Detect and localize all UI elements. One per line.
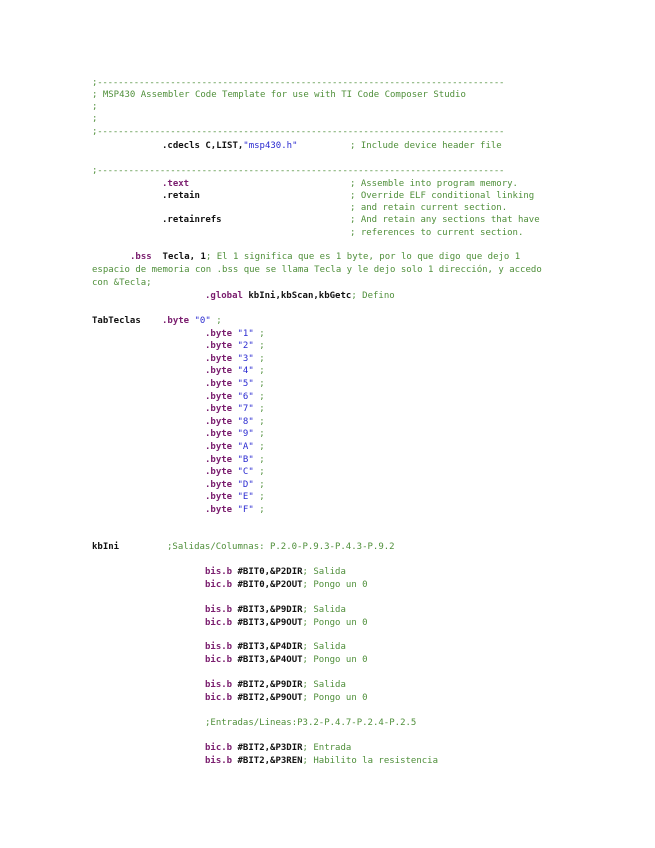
separator-line: ;------------------------------------------------------------------------------ (92, 166, 505, 176)
instruction-operands: #BIT2,&P3REN (237, 755, 303, 766)
instruction-mnemonic: bic.b (205, 654, 233, 665)
instruction-comment: ; Salida (302, 605, 346, 615)
byte-directive: .byte (205, 454, 233, 465)
byte-value: "D" (237, 479, 254, 490)
instruction-comment: ; Entrada (302, 743, 352, 753)
instruction-row (205, 654, 368, 666)
cdecls-comment: ; Include device header file (350, 141, 502, 151)
instruction-row (205, 641, 346, 653)
byte-row (205, 340, 265, 352)
byte-directive: .byte (205, 492, 233, 503)
byte-row (205, 454, 265, 466)
byte-row (205, 391, 265, 403)
instruction-operands: #BIT2,&P9OUT (237, 692, 303, 703)
instruction-mnemonic: bis.b (205, 680, 233, 690)
byte-comment: ; (259, 353, 265, 364)
byte-row (162, 315, 222, 327)
byte-directive: .byte (205, 328, 233, 339)
byte-directive: .byte (205, 341, 233, 352)
section-comment: ; Assemble into program memory. (350, 179, 518, 189)
instruction-comment: ; Pongo un 0 (302, 692, 368, 703)
byte-directive: .byte (205, 379, 233, 389)
byte-comment: ; (259, 416, 265, 427)
byte-row (205, 491, 265, 503)
instruction-comment: ; Pongo un 0 (302, 617, 368, 628)
byte-row (205, 353, 265, 365)
blank-comment: ; (92, 114, 98, 124)
outputs-comment: ;Salidas/Columnas: P.2.0-P.9.3-P.4.3-P.9.2 (167, 542, 395, 552)
global-directive: .global (205, 291, 243, 301)
cdecls-line (162, 140, 297, 152)
byte-directive: .byte (205, 366, 233, 377)
byte-directive: .byte (205, 416, 233, 427)
byte-value: "5" (237, 379, 254, 389)
instruction-row (205, 755, 438, 767)
instruction-operands: #BIT2,&P9DIR (237, 680, 303, 690)
bss-comment: ; El 1 significa que es 1 byte, por lo que digo que dejo 1 espacio de memoria con .bss que se llama Tecla y le dejo solo 1 dirección, y accedo con &Tecla; (92, 252, 542, 288)
byte-row (205, 378, 265, 390)
byte-value: "8" (237, 416, 254, 427)
byte-comment: ; (259, 328, 265, 339)
byte-comment: ; (259, 479, 265, 490)
byte-row (205, 416, 265, 428)
byte-comment: ; (259, 454, 265, 465)
instruction-operands: #BIT0,&P2DIR (237, 567, 303, 577)
instruction-mnemonic: bic.b (205, 617, 233, 628)
byte-comment: ; (259, 366, 265, 377)
cdecls-directive: .cdecls (162, 141, 200, 151)
byte-row (205, 479, 265, 491)
byte-comment: ; (259, 492, 265, 503)
instruction-operands: #BIT0,&P2OUT (237, 579, 303, 590)
byte-comment: ; (259, 404, 265, 415)
instruction-operands: #BIT2,&P3DIR (237, 743, 303, 753)
bss-args: Tecla, 1 (162, 252, 206, 262)
instruction-operands: #BIT3,&P4OUT (237, 654, 303, 665)
byte-row (205, 328, 265, 340)
instruction-comment: ; Salida (302, 642, 346, 652)
instruction-mnemonic: bis.b (205, 755, 233, 766)
instruction-mnemonic: bic.b (205, 579, 233, 590)
instruction-row (205, 604, 346, 616)
byte-comment: ; (259, 429, 265, 440)
byte-row (205, 466, 265, 478)
byte-comment: ; (259, 505, 265, 515)
byte-directive: .byte (205, 467, 233, 478)
global-args: kbIni,kbScan,kbGetc (248, 291, 352, 301)
byte-value: "7" (237, 404, 254, 415)
instruction-mnemonic: bic.b (205, 743, 233, 753)
global-comment: ; Defino (351, 291, 395, 301)
byte-row (205, 504, 265, 516)
byte-row (205, 403, 265, 415)
byte-value: "E" (237, 492, 254, 503)
byte-comment: ; (259, 467, 265, 478)
instruction-comment: ; Pongo un 0 (302, 579, 368, 590)
instruction-comment: ; Pongo un 0 (302, 654, 368, 665)
section-directive: .retain (162, 191, 200, 201)
byte-directive: .byte (205, 479, 233, 490)
byte-value: "0" (194, 316, 211, 326)
byte-comment: ; (259, 341, 265, 352)
section-comment: ; references to current section. (350, 228, 524, 238)
instruction-mnemonic: bis.b (205, 567, 233, 577)
instruction-comment: ; Salida (302, 567, 346, 577)
byte-directive: .byte (205, 429, 233, 440)
instruction-mnemonic: bic.b (205, 692, 233, 703)
byte-value: "6" (237, 391, 254, 402)
instruction-mnemonic: bis.b (205, 605, 233, 615)
byte-value: "F" (237, 505, 254, 515)
blank-comment: ; (92, 102, 98, 112)
instruction-row (205, 679, 346, 691)
section-directive: .retainrefs (162, 215, 222, 225)
inputs-comment: ;Entradas/Lineas:P3.2-P.4.7-P.2.4-P.2.5 (205, 718, 417, 728)
byte-value: "A" (237, 442, 254, 452)
section-comment: ; And retain any sections that have (350, 215, 540, 225)
bss-directive: .bss (130, 252, 152, 262)
byte-value: "2" (237, 341, 254, 352)
global-line (205, 290, 395, 302)
instruction-row (205, 579, 368, 591)
byte-comment: ; (216, 316, 222, 326)
section-directive: .text (162, 179, 190, 189)
instruction-row (205, 742, 351, 754)
bss-paragraph (92, 251, 562, 290)
byte-comment: ; (259, 391, 265, 402)
byte-value: "B" (237, 454, 254, 465)
instruction-operands: #BIT3,&P9OUT (237, 617, 303, 628)
byte-value: "3" (237, 353, 254, 364)
separator-line: ;------------------------------------------------------------------------------ (92, 127, 505, 137)
instruction-mnemonic: bis.b (205, 642, 233, 652)
byte-directive: .byte (205, 391, 233, 402)
table-label: TabTeclas (92, 316, 141, 326)
byte-value: "4" (237, 366, 254, 377)
byte-value: "9" (237, 429, 254, 440)
byte-row (205, 428, 265, 440)
instruction-row (205, 692, 368, 704)
byte-directive: .byte (205, 353, 233, 364)
byte-value: "1" (237, 328, 254, 339)
byte-directive: .byte (162, 316, 190, 326)
instruction-operands: #BIT3,&P4DIR (237, 642, 303, 652)
separator-line: ;------------------------------------------------------------------------------ (92, 78, 505, 88)
byte-directive: .byte (205, 404, 233, 415)
byte-directive: .byte (205, 442, 233, 452)
cdecls-file: "msp430.h" (243, 141, 298, 151)
byte-directive: .byte (205, 505, 233, 515)
byte-comment: ; (259, 442, 265, 452)
cdecls-args: C,LIST, (205, 141, 244, 151)
section-comment: ; and retain current section. (350, 203, 508, 213)
byte-comment: ; (259, 379, 265, 389)
byte-row (205, 441, 265, 453)
instruction-row (205, 566, 346, 578)
byte-value: "C" (237, 467, 254, 478)
section-comment: ; Override ELF conditional linking (350, 191, 535, 201)
instruction-comment: ; Habilito la resistencia (302, 755, 439, 766)
instruction-operands: #BIT3,&P9DIR (237, 605, 303, 615)
instruction-row (205, 617, 368, 629)
byte-row (205, 365, 265, 377)
instruction-comment: ; Salida (302, 680, 346, 690)
title-comment: ; MSP430 Assembler Code Template for use with TI Code Composer Studio (92, 90, 466, 100)
kbini-label: kbIni (92, 542, 120, 552)
